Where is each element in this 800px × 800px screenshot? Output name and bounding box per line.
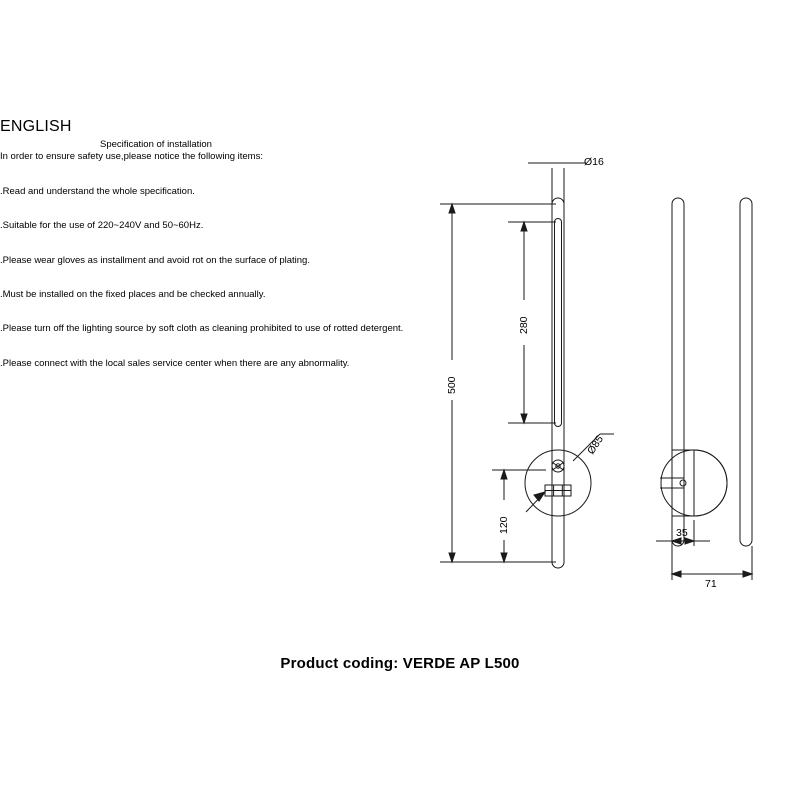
note-item: .Please connect with the local sales service center when there are any abnormality. [0,357,350,369]
product-coding-label: Product coding: VERDE AP L500 [280,655,520,672]
dim-diameter-top [528,163,586,208]
terminal-leader-line [526,492,545,512]
dim-led-length [508,222,556,423]
installation-notes [0,165,403,393]
dim-projection-total [672,546,752,580]
side-view-base-circle [661,450,727,516]
side-view-back-bar [740,198,752,546]
intro-line: In order to ensure safety use,please notice the following items: [0,151,263,162]
note-item: .Read and understand the whole specification. [0,185,195,197]
note-item: .Please wear gloves as installment and avoid rot on the surface of plating. [0,254,310,266]
dim-label-base-offset: 120 [498,516,510,534]
side-view-lamp-body [672,198,684,546]
dim-label-led-length: 280 [518,316,530,334]
dim-label-total-length: 500 [446,376,458,394]
note-item: .Must be installed on the fixed places and be checked annually. [0,288,266,300]
specification-heading: Specification of installation [100,139,212,150]
language-title: ENGLISH [0,118,72,135]
front-view-lamp-body [552,198,564,568]
front-view-led-strip [555,219,562,427]
front-view-fixing-detail [552,460,564,472]
side-view-wall-plate [672,450,694,516]
dim-label-base-diameter: Ø85 [585,433,607,457]
dim-label-projection-total: 71 [705,578,717,590]
dim-label-projection-small: 35 [676,527,688,539]
dim-label-diameter-top: Ø16 [584,156,604,168]
front-view-terminal-block [545,485,571,496]
note-item: .Suitable for the use of 220~240V and 50~60Hz. [0,220,204,232]
note-item: .Please turn off the lighting source by soft cloth as cleaning prohibited to use of rotted detergent. [0,323,404,335]
